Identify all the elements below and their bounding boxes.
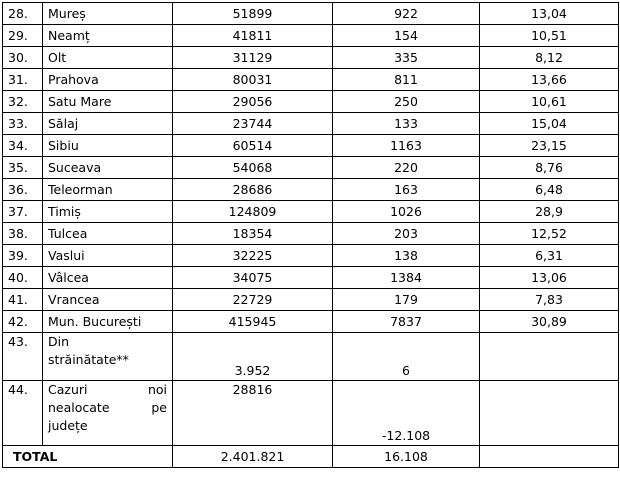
value-col-2: 7837 [333,311,480,333]
table-row [3,289,619,311]
value-col-3: 6,31 [480,245,619,267]
value-col-1: 60514 [173,135,333,157]
value-col-1: 3.952 [173,333,333,381]
value-col-1: 18354 [173,223,333,245]
value-col-3: 23,15 [480,135,619,157]
value-col-3: 6,48 [480,179,619,201]
county-name [43,381,173,446]
value-col-1: 415945 [173,311,333,333]
county-name: Mureș [43,3,173,25]
value-col-2: 203 [333,223,480,245]
row-index: 39. [3,245,43,267]
value-col-2: 335 [333,47,480,69]
table-body [3,3,619,468]
value-col-1: 124809 [173,201,333,223]
row-index: 44. [3,381,43,446]
value-col-3: 28,9 [480,201,619,223]
value-col-2: 250 [333,91,480,113]
value-col-1: 41811 [173,25,333,47]
row-index: 43. [3,333,43,381]
total-label: TOTAL [3,446,173,468]
value-col-2: 1384 [333,267,480,289]
name-line-2: străinătate** [48,352,129,367]
value-col-1: 54068 [173,157,333,179]
name-word: nealocate [48,400,110,415]
table-row [3,47,619,69]
row-index: 37. [3,201,43,223]
table-row [3,223,619,245]
county-name: Olt [43,47,173,69]
row-index: 34. [3,135,43,157]
value-col-1: 28686 [173,179,333,201]
county-name: Suceava [43,157,173,179]
county-statistics-table [2,2,619,468]
table-row [3,311,619,333]
value-col-2: 811 [333,69,480,91]
table-row [3,3,619,25]
table-row-abroad [3,333,619,381]
value-col-3: 13,06 [480,267,619,289]
county-name: Satu Mare [43,91,173,113]
table-row [3,157,619,179]
total-col-2: 16.108 [333,446,480,468]
county-name: Timiș [43,201,173,223]
total-col-1: 2.401.821 [173,446,333,468]
name-line-1 [48,381,167,399]
value-col-1: 34075 [173,267,333,289]
value-col-2: 133 [333,113,480,135]
value-col-2: 220 [333,157,480,179]
value-col-3: 13,66 [480,69,619,91]
value-col-3: 8,12 [480,47,619,69]
county-name: Tulcea [43,223,173,245]
value-col-2: 179 [333,289,480,311]
row-index: 30. [3,47,43,69]
value-col-1: 23744 [173,113,333,135]
name-word: pe [151,400,167,415]
county-name: Vaslui [43,245,173,267]
county-name: Prahova [43,69,173,91]
value-col-1: 32225 [173,245,333,267]
name-line-2 [48,399,167,417]
value-col-1: 22729 [173,289,333,311]
value-col-3: 7,83 [480,289,619,311]
table-row [3,267,619,289]
county-name: Vâlcea [43,267,173,289]
value-col-3: 10,51 [480,25,619,47]
value-col-1: 28816 [173,381,333,446]
value-col-1: 51899 [173,3,333,25]
row-index: 28. [3,3,43,25]
row-index: 32. [3,91,43,113]
name-word: noi [147,382,167,397]
table-row [3,245,619,267]
value-col-3 [480,333,619,381]
value-col-1: 31129 [173,47,333,69]
value-col-2: 922 [333,3,480,25]
table-row [3,201,619,223]
name-line-1: Din [48,334,70,349]
row-index: 36. [3,179,43,201]
value-col-2: 1026 [333,201,480,223]
value-col-2: 163 [333,179,480,201]
row-index: 29. [3,25,43,47]
row-index: 41. [3,289,43,311]
row-index: 40. [3,267,43,289]
county-name: Sibiu [43,135,173,157]
total-col-3 [480,446,619,468]
value-col-2: 138 [333,245,480,267]
table-row [3,25,619,47]
county-name: Mun. București [43,311,173,333]
table-row [3,179,619,201]
row-index: 38. [3,223,43,245]
county-name [43,333,173,381]
name-line-3: județe [48,418,88,433]
value-col-2: 154 [333,25,480,47]
row-index: 42. [3,311,43,333]
value-col-3: 12,52 [480,223,619,245]
county-name: Vrancea [43,289,173,311]
name-word: Cazuri [48,382,88,397]
value-col-3: 30,89 [480,311,619,333]
value-col-3 [480,381,619,446]
table-row [3,69,619,91]
value-col-3: 15,04 [480,113,619,135]
table-row [3,91,619,113]
row-index: 33. [3,113,43,135]
county-name: Teleorman [43,179,173,201]
value-col-3: 10,61 [480,91,619,113]
value-col-3: 13,04 [480,3,619,25]
table-row-total [3,446,619,468]
row-index: 35. [3,157,43,179]
value-col-1: 29056 [173,91,333,113]
county-name: Sălaj [43,113,173,135]
row-index: 31. [3,69,43,91]
value-col-2: 6 [333,333,480,381]
county-name: Neamț [43,25,173,47]
value-col-2: -12.108 [333,381,480,446]
value-col-2: 1163 [333,135,480,157]
value-col-1: 80031 [173,69,333,91]
table-row [3,135,619,157]
table-row-unallocated [3,381,619,446]
table-row [3,113,619,135]
value-col-3: 8,76 [480,157,619,179]
